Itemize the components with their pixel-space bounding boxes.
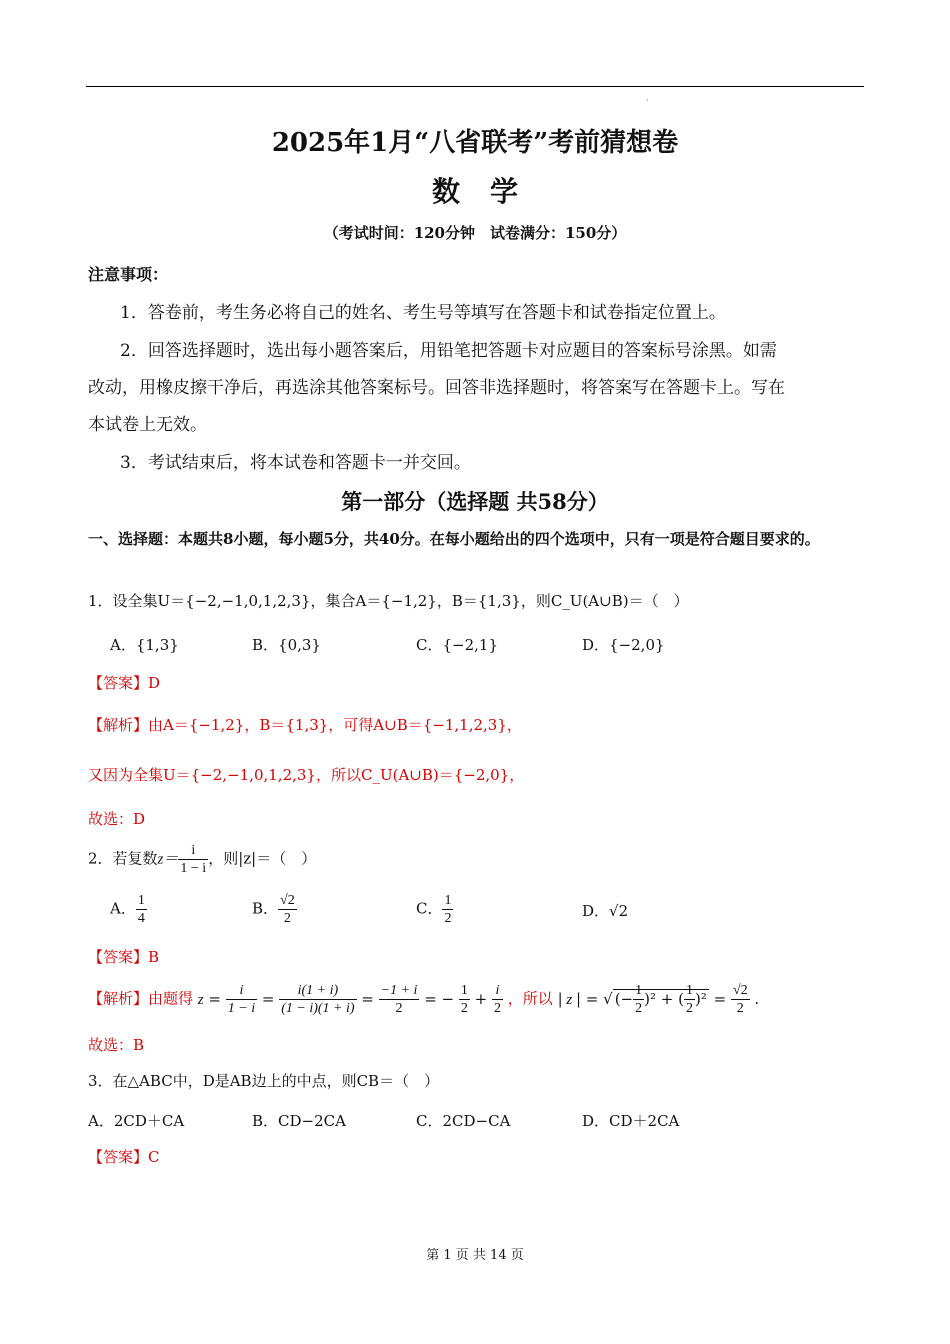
q2-option-b-num: √2 [280,893,295,908]
notice-item-2-line-2: 改动，用橡皮擦干净后，再选涂其他答案标号。回答非选择题时，将答案写在答题卡上。写在 [88,378,785,398]
q3-option-a: A．2CD＋CA [88,1112,185,1130]
q2-option-c-num: 1 [444,893,452,908]
q2-stem-z: z＝ [157,851,179,868]
q2-analysis-prefix: 【解析】由题得 [88,989,194,1008]
q3-option-c: C．2CD−CA [416,1112,511,1130]
q2-analysis-formula-1: z = $\frac{i}{1 - i}$ = $\frac{i(1 + i)}{(1 - i)(1 + i)}$ = $\frac{-1 + i}{2}$ = − $\frac{1}{2}$ + $\frac{i}{2}$ [197,983,501,1016]
q2-option-a-fraction [136,892,147,927]
notice-heading: 注意事项： [88,265,169,284]
q2-option-c-den: 2 [444,911,452,926]
q1-conclusion: 故选：D [88,810,146,828]
q2-analysis [88,982,759,1017]
q3-stem: 3．在△ABC中，D是AB边上的中点，则CB＝（ ） [88,1072,440,1090]
q2-analysis-mid: ，所以 [507,989,553,1008]
q1-analysis-1: 【解析】由A＝{−1,2}，B＝{1,3}，可得A∪B＝{−1,1,2,3}， [88,716,522,734]
q1-option-d: D．{−2,0} [582,636,665,654]
q2-stem [88,842,316,877]
q2-option-d-label: D． [582,902,610,920]
header-rule [86,86,864,87]
exam-subject: 数学 [431,175,548,208]
q2-option-a-num: 1 [137,893,145,908]
q2-stem-numerator: i [178,842,208,860]
section-instruction: 一、选择题：本题共8小题，每小题5分，共40分。在每小题给出的四个选项中，只有一项是符合题目要求的。 [88,530,820,548]
q2-option-c-label: C． [416,899,443,918]
q2-option-b-den: 2 [283,911,291,926]
q3-option-b: B．CD−2CA [252,1112,346,1130]
notice-item-2-line-1: 2．回答选择题时，选出每小题答案后，用铅笔把答题卡对应题目的答案标号涂黑。如需 [120,341,777,361]
q1-option-a: A．{1,3} [110,636,179,654]
q2-option-d-value: √2 [609,902,629,920]
q2-option-a-label: A． [110,899,136,918]
q2-option-c-fraction [442,892,453,927]
exam-title: 2025年1月“八省联考”考前猜想卷 [271,128,679,158]
q2-option-b [252,892,297,927]
q2-option-c [416,892,453,927]
q2-conclusion: 故选：B [88,1036,145,1054]
q1-option-b: B．{0,3} [252,636,321,654]
q2-option-a [110,892,147,927]
q2-stem-suffix: ，则|z|＝（ ） [208,849,317,868]
q2-option-b-label: B． [252,899,279,918]
notice-item-3: 3．考试结束后，将本试卷和答题卡一并交回。 [120,453,471,473]
q2-answer: 【答案】B [88,948,160,966]
q3-option-d: D．CD＋2CA [582,1112,680,1130]
q2-option-d [582,900,628,921]
q1-analysis-2: 又因为全集U＝{−2,−1,0,1,2,3}，所以C_U(A∪B)＝{−2,0}， [88,766,525,784]
q1-stem: 1．设全集U＝{−2,−1,0,1,2,3}，集合A＝{−1,2}，B＝{1,3}，则C_U(A∪B)＝（ ） [88,592,689,610]
q2-analysis-formula-2: | z | = √ (− $\frac{1}{2}$ )² + ( $\frac{1}{2}$ )² = $\frac{√2}{2}$ . [557,983,760,1016]
notice-item-2-line-3: 本试卷上无效。 [88,415,207,435]
q3-answer: 【答案】C [88,1148,160,1166]
header-dot: · [646,96,649,105]
section-title: 第一部分（选择题 共58分） [341,489,609,514]
q1-answer: 【答案】D [88,674,161,692]
q2-stem-prefix: 2．若复数 [88,849,158,868]
exam-time-info: （考试时间：120分钟 试卷满分：150分） [323,224,627,242]
page-footer: 第 1 页 共 14 页 [426,1248,524,1263]
q2-stem-fraction [178,842,208,877]
q1-option-c: C．{−2,1} [416,636,498,654]
q2-stem-denominator: 1 − i [180,861,207,876]
q2-option-a-den: 4 [137,911,145,926]
notice-item-1: 1．答卷前，考生务必将自己的姓名、考生号等填写在答题卡和试卷指定位置上。 [120,303,726,323]
q2-option-b-fraction [278,892,297,927]
